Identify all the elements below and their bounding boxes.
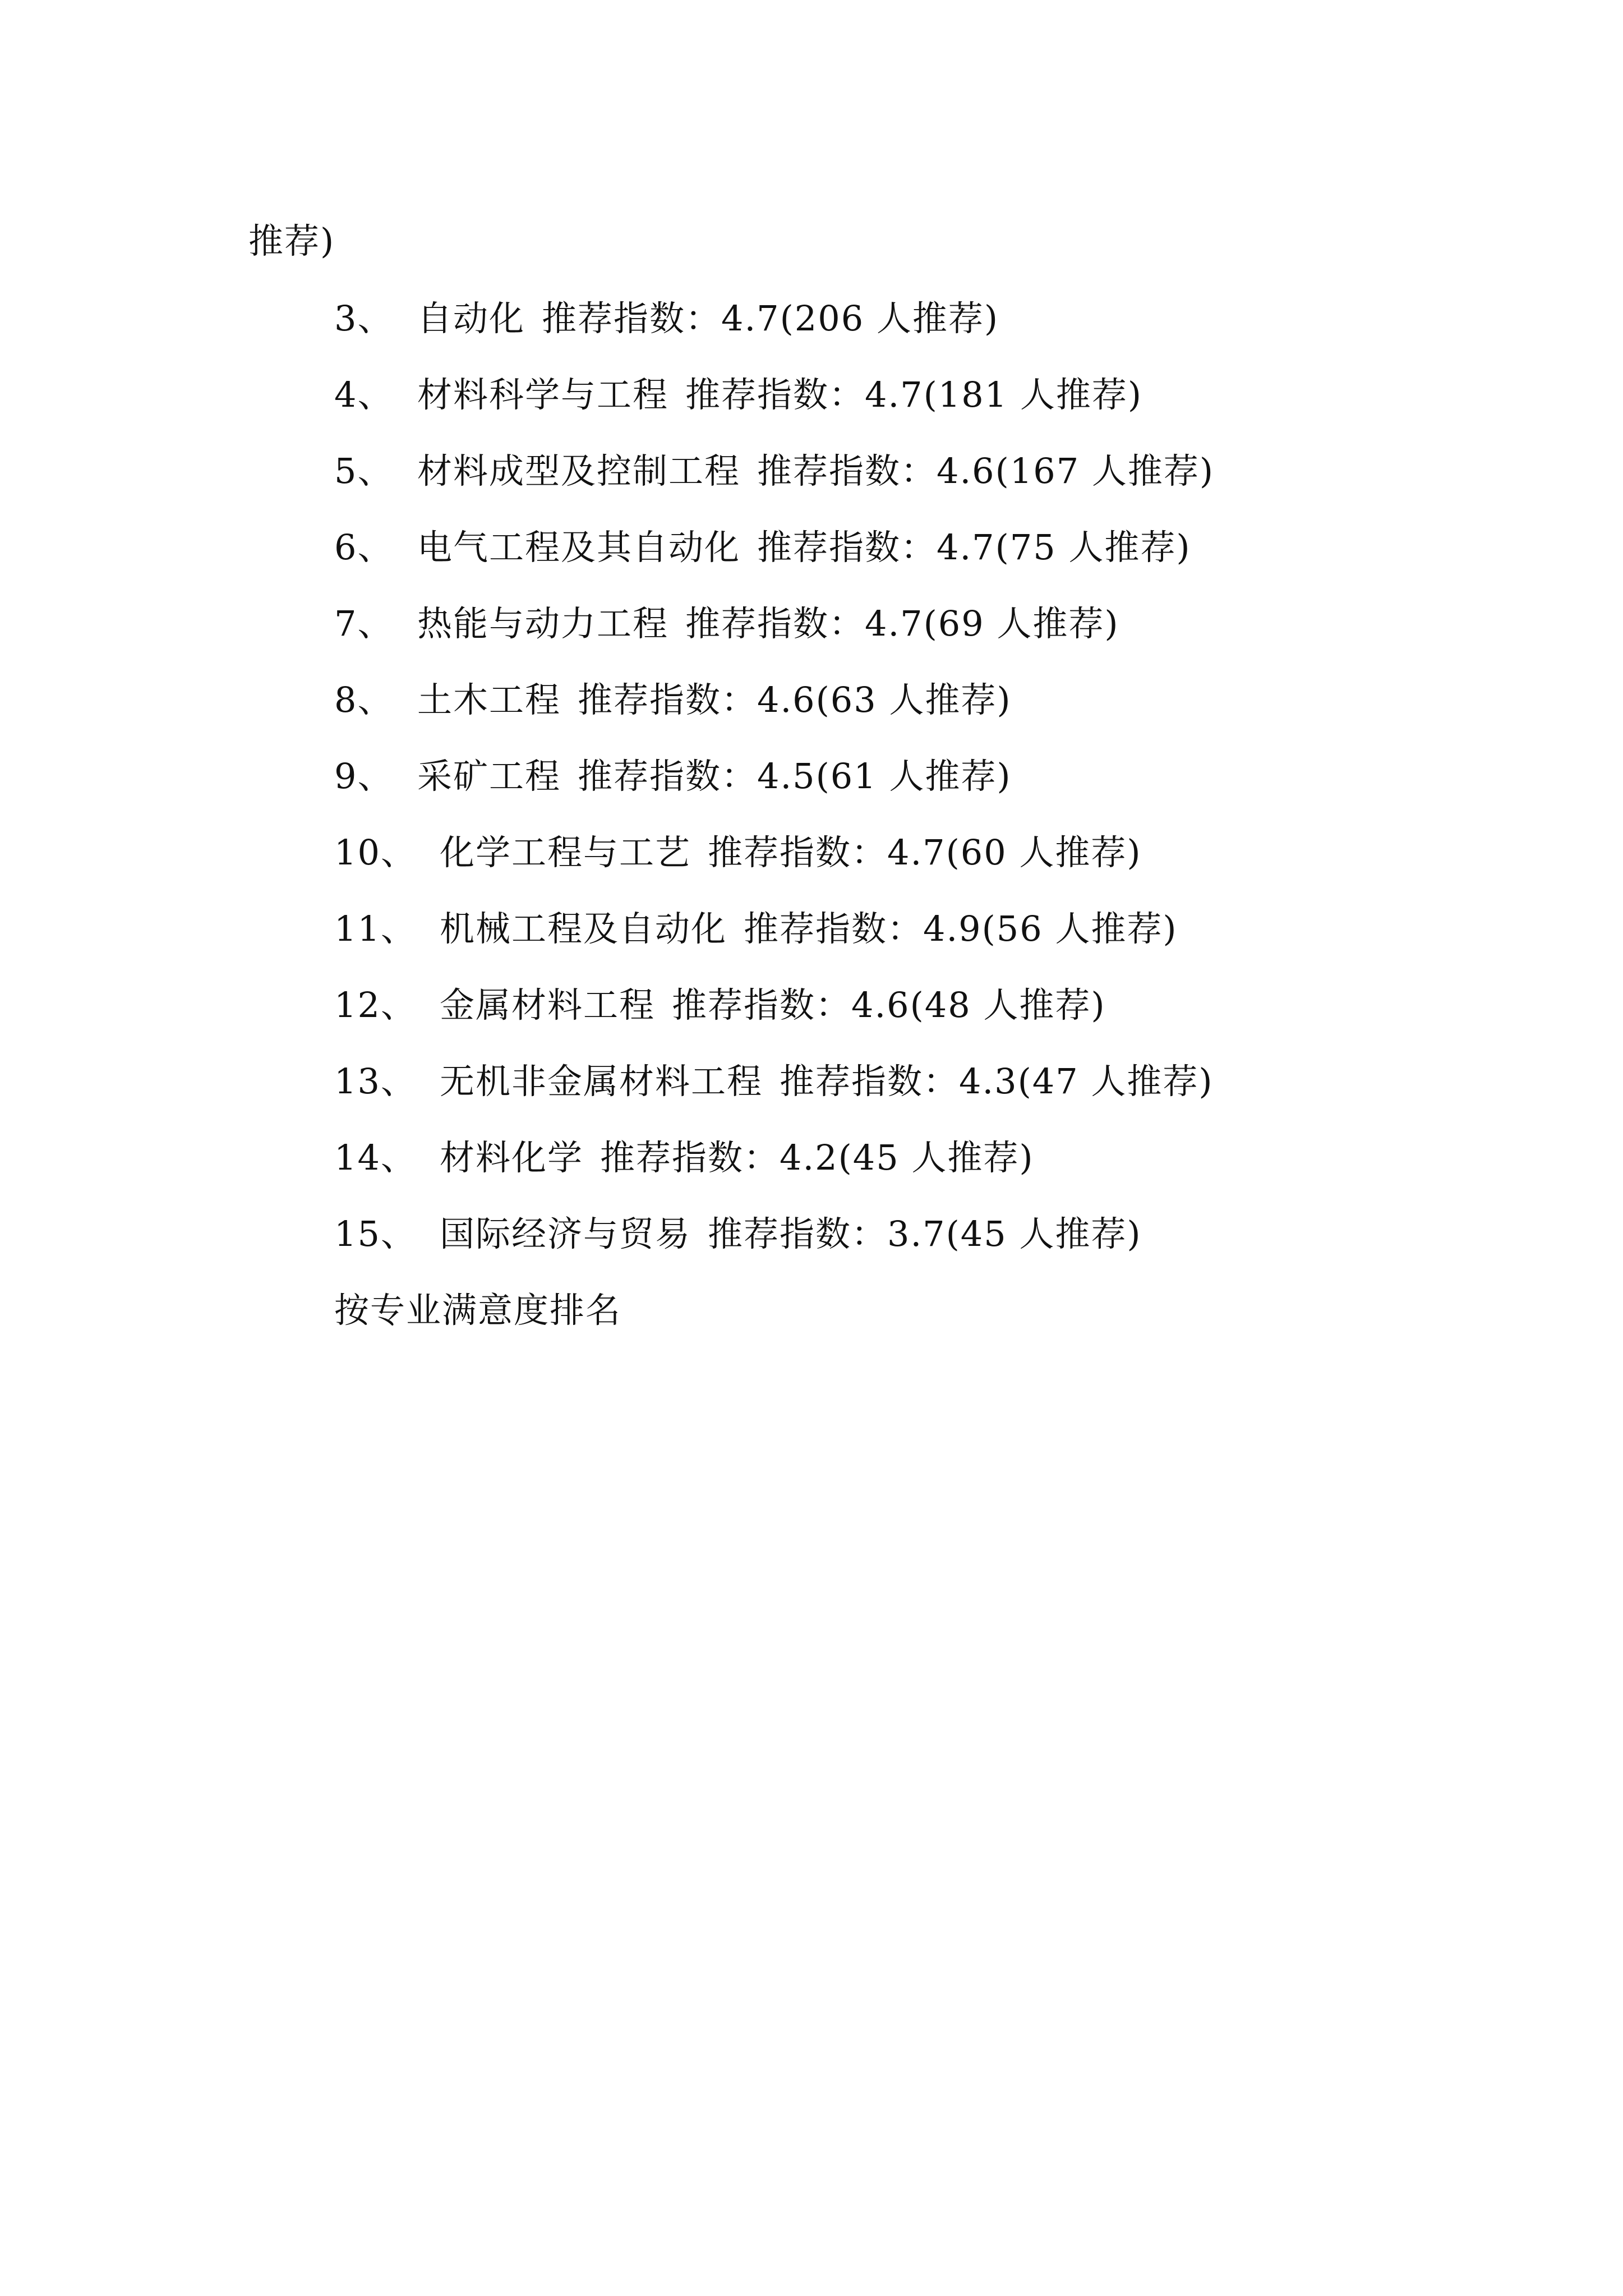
major-name: 热能与动力工程 [417, 603, 669, 644]
list-item-15 [334, 1212, 1142, 1257]
major-name: 金属材料工程 [440, 984, 656, 1025]
recommend-score: 推荐指数：4.7(75 人推荐) [757, 527, 1191, 568]
major-name: 机械工程及自动化 [440, 908, 727, 949]
recommend-score: 推荐指数：3.7(45 人推荐) [708, 1213, 1142, 1254]
item-number: 8、 [334, 679, 394, 720]
list-item-5 [334, 449, 1214, 494]
list-item-6 [334, 525, 1191, 570]
list-item-11 [334, 907, 1178, 951]
major-name: 采矿工程 [417, 756, 561, 797]
list-item-14 [334, 1135, 1034, 1180]
list-item-13 [334, 1059, 1214, 1104]
recommend-score: 推荐指数：4.3(47 人推荐) [780, 1061, 1214, 1102]
major-name: 国际经济与贸易 [440, 1213, 691, 1254]
continuation-text: 推荐) [248, 220, 335, 261]
item-number: 15、 [334, 1213, 417, 1254]
item-number: 3、 [334, 298, 394, 339]
list-item-8 [334, 678, 1012, 723]
recommend-score: 推荐指数：4.7(69 人推荐) [685, 603, 1119, 644]
item-number: 5、 [334, 450, 394, 491]
item-number: 6、 [334, 527, 394, 568]
item-number: 11、 [334, 908, 417, 949]
item-number: 7、 [334, 603, 394, 644]
item-number: 13、 [334, 1061, 417, 1102]
item-number: 4、 [334, 374, 394, 415]
major-name: 自动化 [417, 298, 525, 339]
major-name: 土木工程 [417, 679, 561, 720]
item-number: 14、 [334, 1137, 417, 1178]
major-name: 材料化学 [440, 1137, 584, 1178]
recommend-score: 推荐指数：4.6(48 人推荐) [672, 984, 1106, 1025]
recommend-score: 推荐指数：4.7(60 人推荐) [708, 832, 1142, 873]
list-item-10 [334, 830, 1142, 875]
section-heading: 按专业满意度排名 [334, 1290, 622, 1331]
list-item-12 [334, 983, 1106, 1028]
recommend-score: 推荐指数：4.7(181 人推荐) [685, 374, 1143, 415]
major-name: 材料成型及控制工程 [417, 450, 741, 491]
recommend-score: 推荐指数：4.2(45 人推荐) [600, 1137, 1034, 1178]
list-item-7 [334, 601, 1119, 646]
recommend-score: 推荐指数：4.9(56 人推荐) [744, 908, 1178, 949]
major-name: 材料科学与工程 [417, 374, 669, 415]
list-item-4 [334, 372, 1142, 417]
major-name: 无机非金属材料工程 [440, 1061, 763, 1102]
recommend-score: 推荐指数：4.5(61 人推荐) [578, 756, 1012, 797]
recommend-score: 推荐指数：4.6(167 人推荐) [757, 450, 1215, 491]
item-number: 10、 [334, 832, 417, 873]
major-name: 化学工程与工艺 [440, 832, 691, 873]
item-number: 9、 [334, 756, 394, 797]
major-name: 电气工程及其自动化 [417, 527, 741, 568]
recommend-score: 推荐指数：4.7(206 人推荐) [542, 298, 999, 339]
list-item-9 [334, 754, 1012, 799]
item-number: 12、 [334, 984, 417, 1025]
recommend-score: 推荐指数：4.6(63 人推荐) [578, 679, 1012, 720]
list-item-3 [334, 296, 999, 341]
